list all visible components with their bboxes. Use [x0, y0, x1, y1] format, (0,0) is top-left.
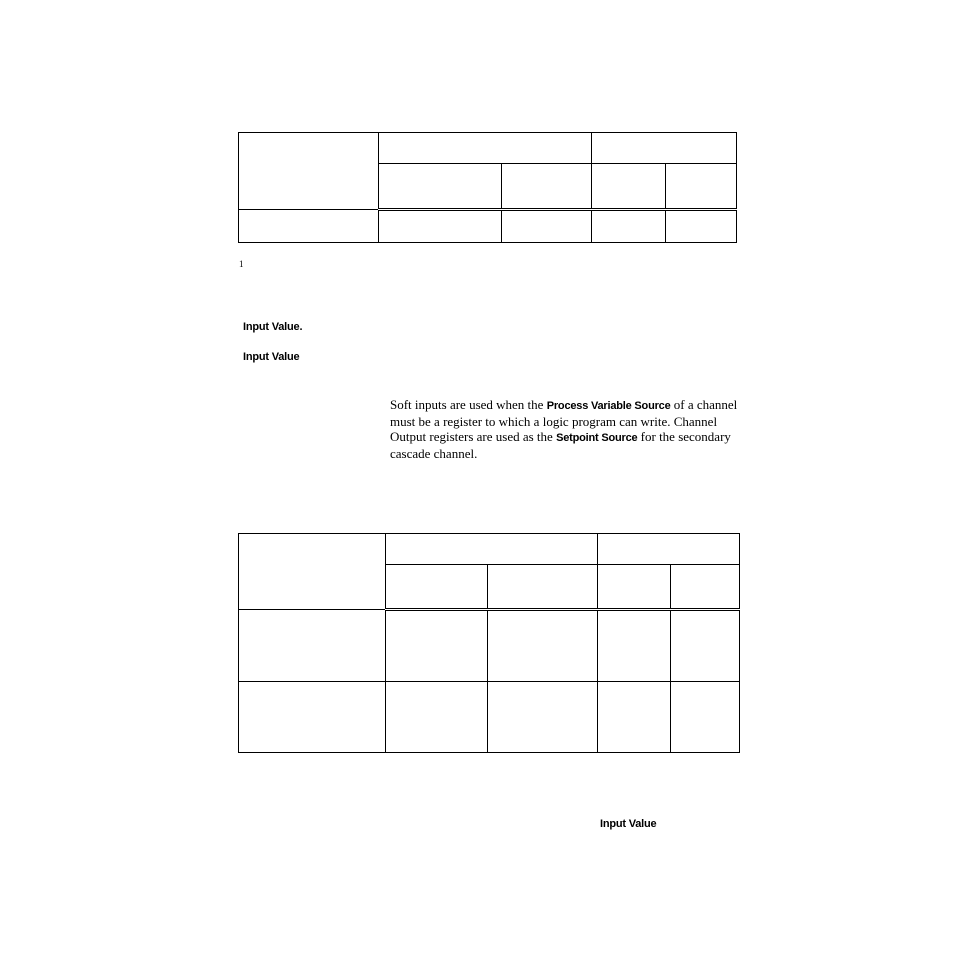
input-value-label: Input Value [243, 351, 300, 363]
table-row [239, 210, 737, 243]
table2-group-header [386, 534, 598, 565]
table-row [239, 682, 740, 753]
paragraph-text: of a channel must be a register to which a logic program can write. Channel Output registers are used as the [390, 397, 738, 444]
table2-cell [671, 682, 740, 753]
table2-subheader [386, 565, 488, 610]
table2-cell [239, 682, 386, 753]
table1-group-header [379, 133, 592, 164]
setpoint-source-term: Setpoint Source [556, 432, 638, 444]
process-variable-source-term: Process Variable Source [546, 400, 671, 412]
table1-subheader [379, 164, 502, 210]
table1-cell [239, 210, 379, 243]
soft-inputs-paragraph [390, 397, 740, 461]
table1-cell [666, 210, 737, 243]
table1-subheader [592, 164, 666, 210]
table2-cell [488, 682, 598, 753]
table2-subheader [671, 565, 740, 610]
input-value-label: Input Value. [243, 321, 303, 333]
table2-cell [386, 682, 488, 753]
table-row [239, 610, 740, 682]
table1-cell [502, 210, 592, 243]
table2-cell [488, 610, 598, 682]
table1-subheader [502, 164, 592, 210]
register-table-2 [238, 533, 740, 753]
table1-subheader [666, 164, 737, 210]
table1-cell [592, 210, 666, 243]
paragraph-text: Soft inputs are used when the [390, 397, 547, 412]
table1-group-header [592, 133, 737, 164]
table2-header-cell [239, 534, 386, 610]
table2-subheader [598, 565, 671, 610]
table2-cell [239, 610, 386, 682]
table2-subheader [488, 565, 598, 610]
table2-cell [598, 610, 671, 682]
table2-cell [671, 610, 740, 682]
table2-cell [386, 610, 488, 682]
table2-cell [598, 682, 671, 753]
register-table-1 [238, 132, 737, 243]
table1-header-cell [239, 133, 379, 210]
table2-group-header [598, 534, 740, 565]
table1-cell [379, 210, 502, 243]
paragraph-text: for the secondary cascade channel. [390, 429, 731, 461]
footnote-mark: 1 [239, 259, 244, 269]
input-value-label: Input Value [600, 818, 657, 830]
